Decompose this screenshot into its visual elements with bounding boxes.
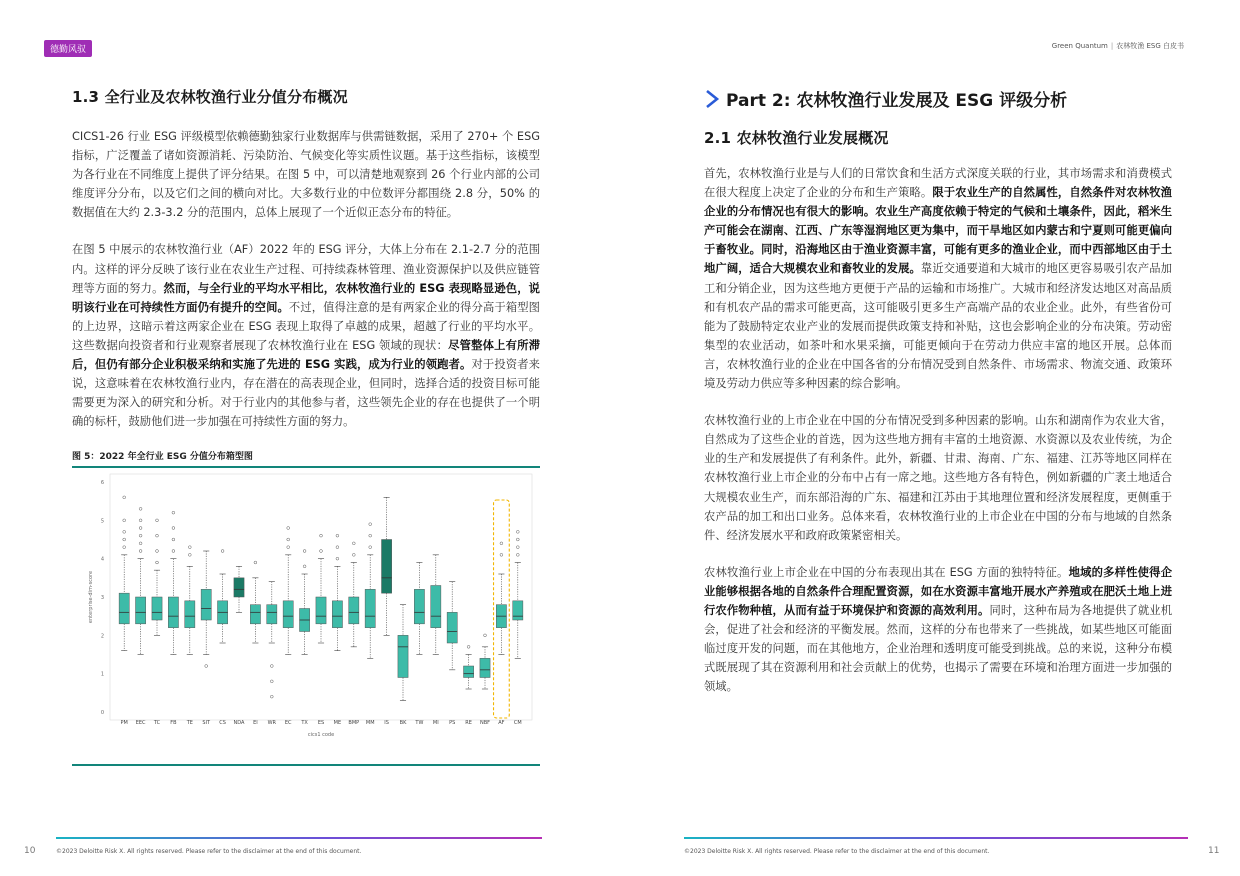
x-tick-label: CM [513,720,522,727]
box-ps [447,582,457,670]
x-tick-label: TW [415,720,424,727]
box-iqr [234,578,244,597]
page-number-right: 11 [1208,846,1220,856]
outlier-point [352,554,355,557]
outlier-point [172,527,175,530]
text-run: 对于投资者来说，这意味着在农林牧渔行业内，存在潜在的高表现企业，但同时，选择合适的投资目标可能需要更为深入的研究和分析。对于行业内的其他参与者，这些领先企业的存在也提供了一个明确的标杆，鼓励他们进一步加强在可持续性方面的努力。 [72,358,540,429]
x-tick-label: TC [153,720,161,727]
outlier-point [172,550,175,553]
text-run: 不过，值得注意的是有两家企业的得分高于箱型图的上边界，这暗示着这两家企业在 ESG 表现上取得了卓越的成果，超越了行业的平均水平。这些数据向投资者和行业观察者展现了农林牧渔行业在 ESG 领域的现状： [72,300,540,352]
chevron-right-icon [704,89,722,109]
x-axis-label: cics1 code [307,732,335,739]
box-iqr [431,586,441,628]
outlier-point [221,550,224,553]
copyright-right: ©2023 Deloitte Risk X. All rights reserved. Please refer to the disclaimer at the end of this document. [684,848,990,855]
part-title-text: Part 2: 农林牧渔行业发展及 ESG 评级分析 [726,91,1068,111]
outlier-point [516,539,519,542]
box-bmp [349,542,359,647]
outlier-point [320,535,323,538]
box-iqr [316,597,326,624]
esg-box-plot [72,468,540,756]
outlier-point [139,508,142,511]
x-tick-label: NBF [479,720,491,727]
box-mi [431,555,441,655]
box-iqr [152,597,162,620]
outlier-point [139,542,142,545]
outlier-point [188,554,191,557]
outlier-point [123,519,126,522]
outlier-point [156,535,159,538]
x-tick-label: WR [267,720,277,727]
text-run: 在图 5 中展示的农林牧渔行业（AF）2022 年的 ESG 评分，大体上分布在 2.1-2.7 分的范围内。这样的评分反映了该行业在农业生产过程、可持续森林管理、渔业资源保护以及供应链管理等方面的努力。 [72,243,540,295]
outlier-point [500,542,503,545]
box-cs [218,550,228,643]
x-tick-label: BMP [348,720,360,727]
outlier-point [369,535,372,538]
paragraph-left-1: CICS1-26 行业 ESG 评级模型依赖德勤独家行业数据库与供需链数据，采用了 270+ 个 ESG 指标，广泛覆盖了诸如资源消耗、污染防治、气候变化等实质性议题。基于这些指标，该模型为各行业在不同维度上提供了评分结果。在图 5 中，可以清楚地观察到 26 个行业内部的公司维度评分分布，以及它们之间的横向对比。大多数行业的中位数评分都围绕 2.8 分，50% 的数据值在大约 2.3-3.2 分的范围内，总体上展现了一个近似正态分布的特征。 [72,130,540,220]
left-page [72,86,540,766]
box-nbf [480,634,490,689]
y-tick-label: 1 [100,672,104,679]
outlier-point [139,535,142,538]
x-tick-label: TX [301,720,308,727]
outlier-point [123,539,126,542]
outlier-point [172,512,175,515]
outlier-point [172,539,175,542]
x-tick-label: CS [219,720,226,727]
outlier-point [270,680,273,683]
outlier-point [287,539,290,542]
box-eec [136,508,146,655]
outlier-point [303,550,306,553]
outlier-point [139,519,142,522]
paragraph-right-1 [704,164,1172,393]
x-tick-label: PM [120,720,128,727]
outlier-point [467,646,470,649]
text-run: 首先，农林牧渔行业是与人们的日常饮食和生活方式深度关联的行业，其市场需求和消费模式在很大程度上决定了企业的分布和生产策略。 [704,167,1172,200]
box-af [494,500,510,718]
outlier-point [139,550,142,553]
box-iqr [447,613,457,644]
x-tick-label: BK [399,720,407,727]
box-me [332,535,342,651]
page-number-left: 10 [24,846,36,856]
paragraph-right-2: 农林牧渔行业的上市企业在中国的分布情况受到多种因素的影响。山东和湖南作为农业大省，自然成为了这些企业的首选，因为这些地方拥有丰富的土地资源、水资源以及农业传统，为企业的生产和发展提供了有利条件。此外，新疆、甘肃、海南、广东、福建、江苏等地区同样在农林牧渔行业上市企业的分布中占有一席之地。这些地方各有特色，例如新疆的广袤土地适合大规模农业生产，而东部沿海的广东、福建和江苏由于其地理位置和经济发展程度，更侧重于农产品的加工和出口业务。总体来看，农林牧渔行业的上市企业在中国的分布与地域的自然条件、经济发展水平和政府政策紧密相关。 [704,414,1172,542]
box-tc [152,519,162,635]
outlier-point [303,565,306,568]
box-iqr [365,590,375,628]
outlier-point [516,554,519,557]
box-iqr [464,666,474,678]
box-ei [250,562,260,644]
y-tick-label: 6 [100,480,104,487]
box-iqr [185,601,195,628]
y-tick-label: 5 [100,518,104,525]
outlier-point [123,496,126,499]
box-fb [168,512,178,655]
box-iqr [480,659,490,678]
box-iqr [283,601,293,628]
box-iqr [332,601,342,628]
x-tick-label: EI [253,720,258,727]
outlier-point [254,562,257,565]
box-nda [234,567,244,613]
outlier-point [516,546,519,549]
outlier-point [270,696,273,699]
outlier-point [320,550,323,553]
x-tick-label: RE [465,720,472,727]
footer-divider-right [684,837,1188,839]
text-run: 同时，这种布局为各地提供了就业机会，促进了社会和经济的平衡发展。然而，这样的分布也带来了一些挑战，如某些地区可能面临过度开发的问题，而在其他地方，企业治理和透明度可能受到挑战。总的来说，这种分布模式既展现了其在资源利用和社会贡献上的优势，也揭示了需要在环境和治理方面进一步加强的领域。 [704,603,1172,694]
box-iqr [349,597,359,624]
box-iqr [513,601,523,620]
box-wr [267,582,277,698]
y-tick-label: 4 [100,557,104,564]
figure-title: 图 5：2022 年全行业 ESG 分值分布箱型图 [72,452,253,463]
x-tick-label: EC [284,720,292,727]
box-iqr [136,597,146,624]
outlier-point [287,546,290,549]
outlier-point [205,665,208,668]
outlier-point [123,531,126,534]
y-tick-label: 0 [100,710,104,717]
outlier-point [139,527,142,530]
paragraph-left-2 [72,240,540,431]
outlier-point [336,558,339,561]
outlier-point [369,546,372,549]
outlier-point [500,554,503,557]
section-title-1-3: 1.3 全行业及农林牧渔行业分值分布概况 [72,88,348,106]
x-tick-label: PS [449,720,456,727]
x-tick-label: MI [432,720,439,727]
box-tw [414,563,424,655]
box-mm [365,523,375,659]
right-page [704,86,1172,714]
part-title [704,86,1172,111]
footer-divider-left [56,837,542,839]
box-pm [119,496,129,651]
outlier-point [336,546,339,549]
brand-name: Green Quantum [1051,42,1108,50]
outlier-point [516,531,519,534]
outlier-point [287,527,290,530]
box-iqr [201,590,211,621]
outlier-point [270,665,273,668]
box-es [316,535,326,644]
x-tick-label: FB [170,720,177,727]
paragraph-right-3 [704,563,1172,697]
outlier-point [156,562,159,565]
box-iqr [168,597,178,628]
outlier-point [352,542,355,545]
figure-divider-bottom [72,764,540,766]
brand-header: Green Quantum | 农林牧渔 ESG 白皮书 [1051,42,1184,50]
box-ec [283,527,293,655]
y-tick-label: 3 [100,595,104,602]
text-run: 农林牧渔行业上市企业在中国的分布表现出其在 ESG 方面的独特特征。 [704,565,1069,579]
bold-run: 限于农业生产的自然属性，自然条件对农林牧渔企业的分布情况也有很大的影响。农业生产高度依赖于特定的气候和土壤条件，因此，稻米生产可能会在湖南、江西、广东等湿润地区更为集中，而干旱地区如内蒙古和宁夏则可能更偏向于畜牧业。同时，沿海地区由于渔业资源丰富，可能有更多的渔业企业，而中西部地区由于土地广阔，适合大规模农业和畜牧业的发展。 [704,186,1172,276]
bold-run: 地域的多样性使得企业能够根据各地的自然条件合理配置资源，如在水资源丰富地开展水产养殖或在肥沃土地上进行农作物种植，从而有益于环境保护和资源的高效利用。 [704,565,1172,617]
x-tick-label: ES [317,720,325,727]
outlier-point [156,519,159,522]
box-cm [513,531,523,659]
box-tx [300,550,310,655]
box-iqr [119,594,129,625]
box-iqr [398,636,408,678]
y-tick-label: 2 [100,633,104,640]
outlier-point [369,523,372,526]
box-sit [201,551,211,667]
text-run: 靠近交通要道和大城市的地区更容易吸引农产品加工和分销企业，因为这些地方更便于产品的运输和市场推广。大城市和经济发达地区对高品质和有机农产品的需求可能更高，这可能吸引更多生产高端产品的农业企业。此外，有些省份可能为了鼓励特定农业产业的发展而提供政策支持和补贴，这也会影响企业的分布决策。劳动密集型的农业活动，如茶叶和水果采摘，可能更倾向于在劳动力供应丰富的地区开展。总体而言，农林牧渔行业的企业在中国各省的分布情况受到自然条件、市场需求、物流交通、政策环境及劳动力供应等多种因素的综合影响。 [704,262,1172,391]
brand-subtitle: 农林牧渔 ESG 白皮书 [1116,42,1184,50]
x-tick-label: NDA [233,720,245,727]
x-tick-label: ME [333,720,342,727]
outlier-point [484,634,487,637]
x-tick-label: IS [384,720,389,727]
x-tick-label: TE [186,720,193,727]
x-tick-label: EEC [135,720,146,727]
outlier-point [156,550,159,553]
outlier-point [188,546,191,549]
box-iqr [250,605,260,624]
outlier-point [336,535,339,538]
copyright-left: ©2023 Deloitte Risk X. All rights reserved. Please refer to the disclaimer at the end of this document. [56,848,362,855]
x-tick-label: AF [498,720,505,727]
section-title-2-1: 2.1 农林牧渔行业发展概况 [704,129,889,147]
box-iqr [414,590,424,625]
header-badge: 德勤风驭 [44,40,92,57]
bold-run: 然而，与全行业的平均水平相比，农林牧渔行业的 ESG 表现略显逊色，说明该行业在可持续性方面仍有提升的空间。 [72,281,540,314]
box-iqr [267,605,277,624]
x-tick-label: MM [365,720,375,727]
x-tick-label: SIT [202,720,211,727]
box-iqr [382,540,392,594]
box-is [382,498,392,636]
y-axis-label: enterprise-dim-score [88,571,94,624]
box-te [185,546,195,655]
bold-run: 尽管整体上有所滞后，但仍有部分企业积极采纳和实施了先进的 ESG 实践，成为行业的领跑者。 [72,338,540,372]
box-bk [398,605,408,701]
box-re [464,646,474,690]
outlier-point [123,546,126,549]
